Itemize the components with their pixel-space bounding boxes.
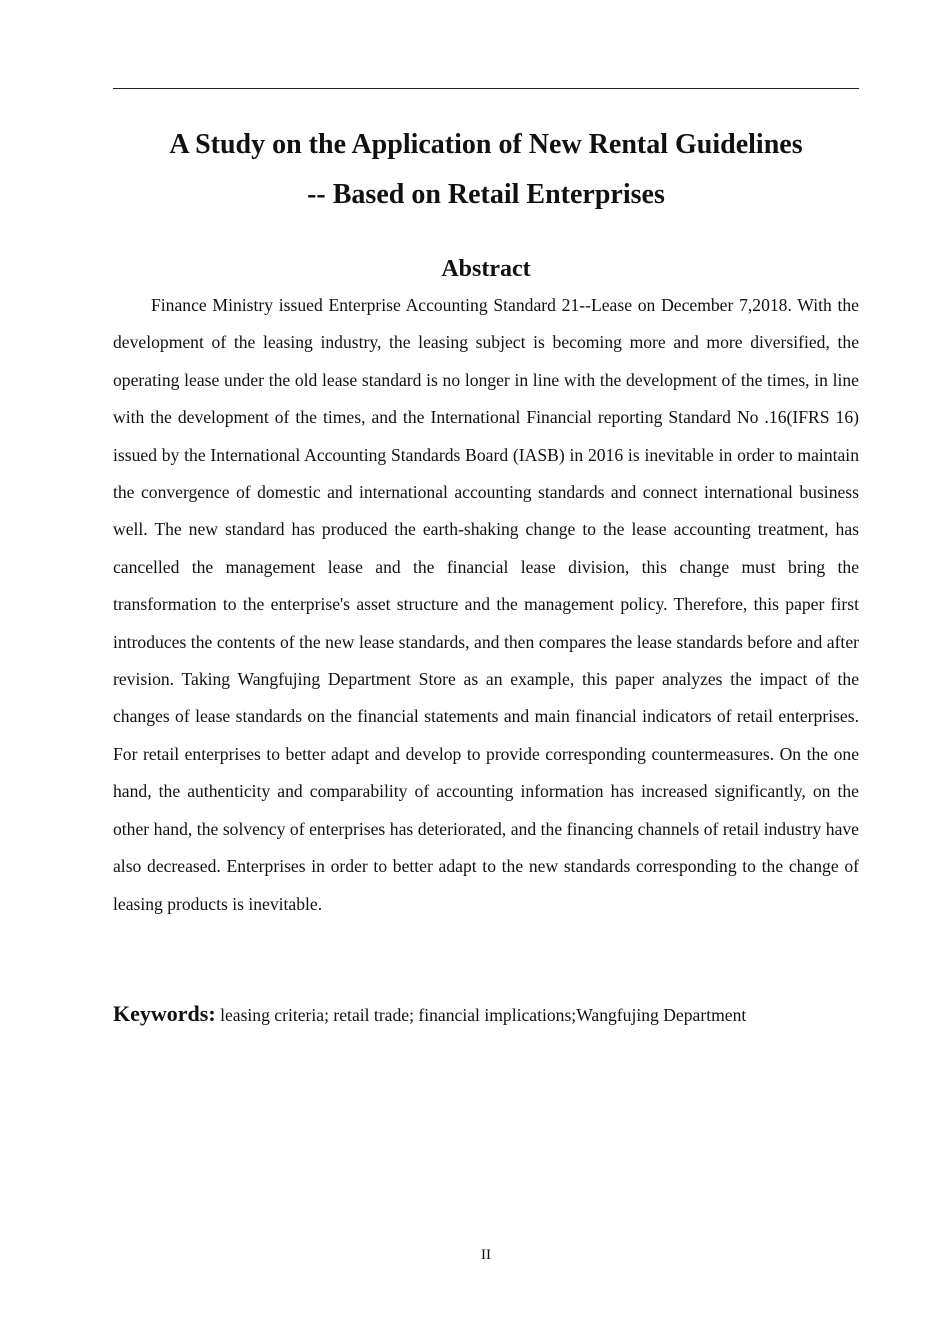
abstract-heading: Abstract	[441, 256, 531, 282]
keywords-label: Keywords:	[113, 1001, 216, 1026]
abstract-body: Finance Ministry issued Enterprise Accounting Standard 21--Lease on December 7,2018. With the development of the leasing industry, the leasing subject is becoming more and more diversified, the operating lease under the old lease standard is no longer in line with the development of the times, in line with the development of the times, and the International Financial reporting Standard No .16(IFRS 16) issued by the International Accounting Standards Board (IASB) in 2016 is inevitable in order to maintain the convergence of domestic and international accounting standards and connect international business well. The new standard has produced the earth-shaking change to the lease accounting treatment, has cancelled the management lease and the financial lease division, this change must bring the transformation to the enterprise's asset structure and the management policy. Therefore, this paper first introduces the contents of the new lease standards, and then compares the lease standards before and after revision. Taking Wangfujing Department Store as an example, this paper analyzes the impact of the changes of lease standards on the financial statements and main financial indicators of retail enterprises. For retail enterprises to better adapt and develop to provide corresponding countermeasures. On the one hand, the authenticity and comparability of accounting information has increased significantly, on the other hand, the solvency of enterprises has deteriorated, and the financing channels of retail industry have also decreased. Enterprises in order to better adapt to the new standards corresponding to the change of leasing products is inevitable.	[113, 295, 859, 914]
page-number: II	[481, 1247, 491, 1263]
header-rule	[113, 88, 859, 89]
keywords-text: leasing criteria; retail trade; financial implications;Wangfujing Department	[220, 1005, 747, 1025]
paper-subtitle: -- Based on Retail Enterprises	[307, 179, 665, 210]
keywords-line	[113, 998, 859, 1031]
paper-title: A Study on the Application of New Rental Guidelines	[169, 129, 803, 160]
